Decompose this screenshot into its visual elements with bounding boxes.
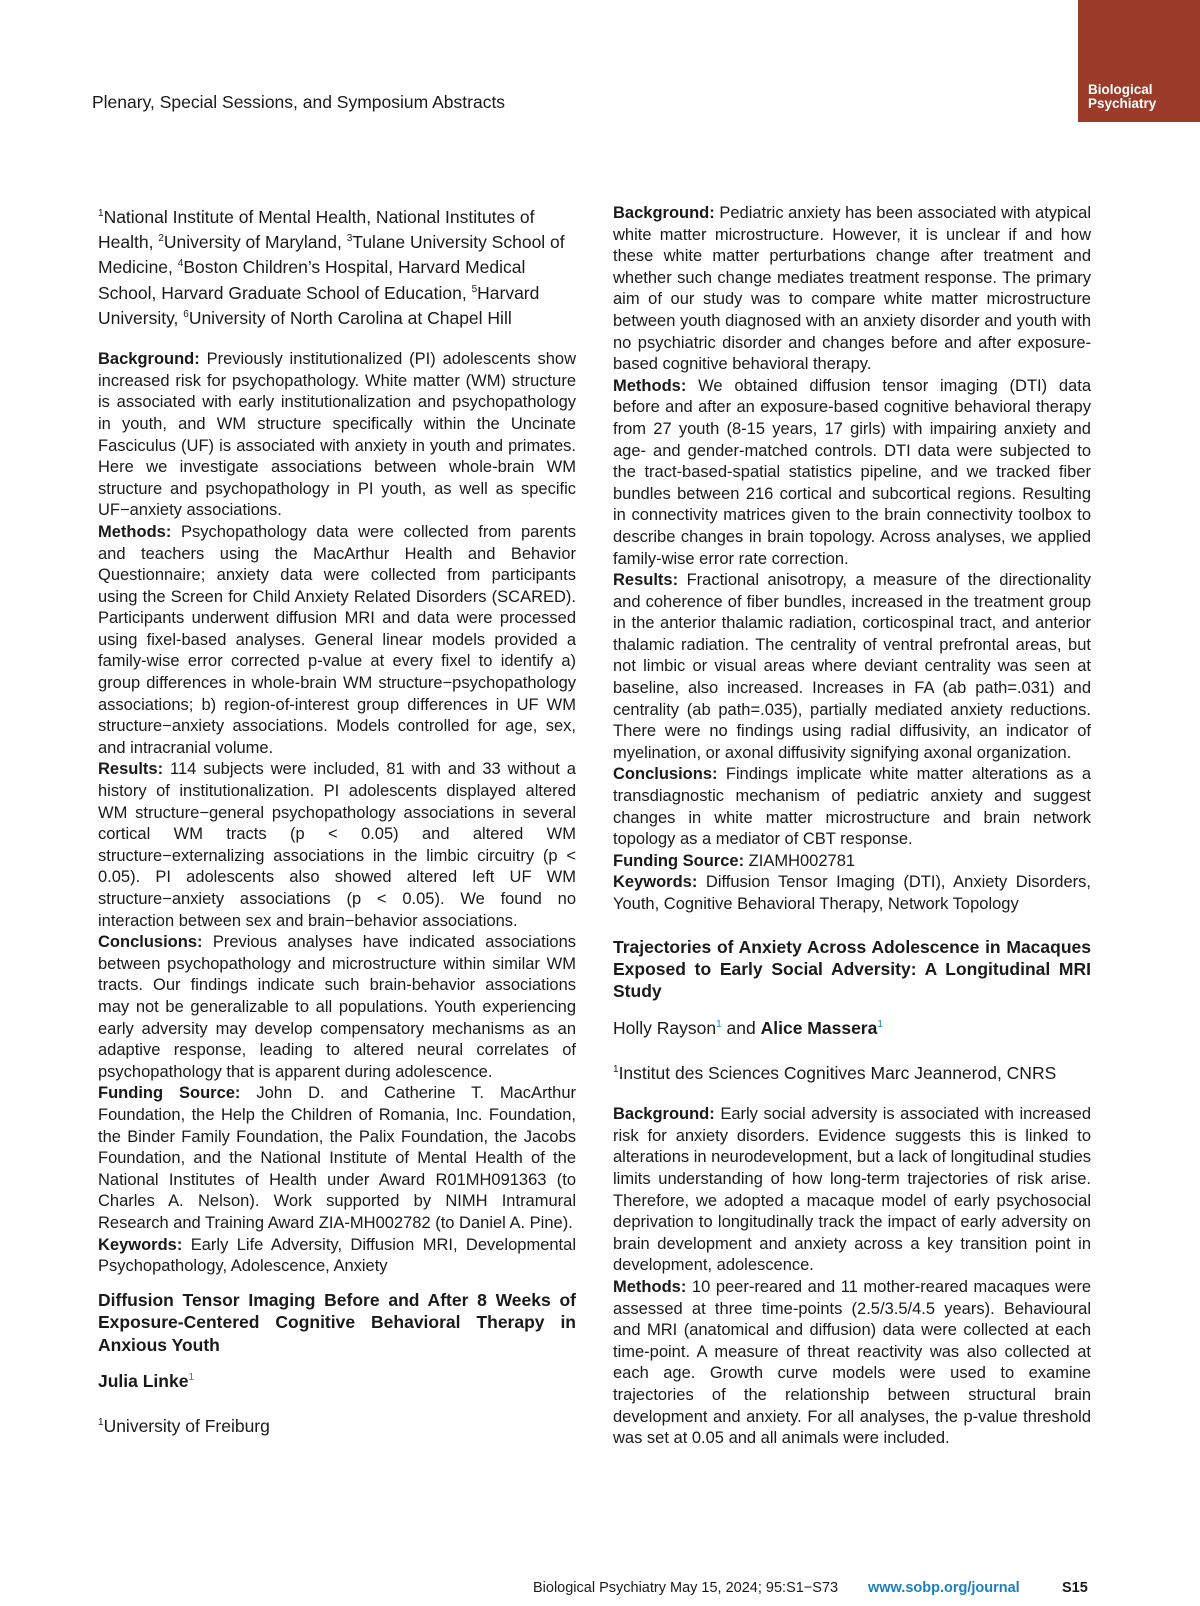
section-label: Keywords: — [613, 873, 698, 892]
abstract-section — [613, 1277, 1091, 1450]
author-line — [613, 1014, 1091, 1039]
affil-text: Tulane University School of Medicine, — [98, 232, 565, 278]
section-label: Conclusions: — [98, 933, 203, 952]
author-name: Alice Massera — [760, 1017, 878, 1038]
author-sup[interactable]: 1 — [188, 1371, 195, 1383]
affil-sup: 4 — [177, 258, 184, 270]
journal-url-link[interactable]: www.sobp.org/journal — [868, 1580, 1020, 1596]
section-text: Psychopathology data were collected from parents and teachers using the MacArthur Health and Behavior Questionnaire; anxiety data were collected from participants using the Screen for Child Anxiety Related Disorders (SCARED). Participants underwent diffusion MRI and data were processed using fixel-based analyses. General linear models provided a family-wise error corrected p-value at every fixel to identify a) group differences in whole-brain WM structure−psychopathology associations; b) region-of-interest group differences in UF WM structure−anxiety associations. Models controlled for age, sex, and intracranial volume. — [98, 522, 577, 757]
section-text: 114 subjects were included, 81 with and 33 without a history of institutionalization. PI adolescents displayed altered WM structure−general psychopathology associations in several cortical WM tracts (p < 0.05) and altered WM structure−externalizing associations in the limbic circuitry (p < 0.05). PI adolescents also showed altered left UF WM structure−anxiety associations (p < 0.05). We found no interaction between sex and brain−behavior associations. — [98, 760, 576, 930]
abstract-section — [98, 1083, 576, 1234]
section-label: Background: — [98, 350, 200, 369]
abstract-section — [98, 349, 576, 522]
affil-sup: 6 — [183, 308, 189, 320]
section-text: Findings implicate white matter alterations as a transdiagnostic mechanism of pediatric anxiety and suggest changes in white matter microstructure and brain network topology as a mediator of CBT response. — [613, 765, 1091, 849]
author-sup[interactable]: 1 — [877, 1018, 883, 1030]
abstract-title: Diffusion Tensor Imaging Before and After 8 Weeks of Exposure-Centered Cognitive Behavioral Therapy in Anxious Youth — [98, 1289, 576, 1355]
affil-sup: 5 — [471, 283, 478, 295]
section-label: Methods: — [613, 1278, 687, 1297]
left-column — [98, 203, 576, 1437]
abstract-section — [613, 203, 1091, 376]
abstract-section — [98, 1235, 576, 1278]
brand-line-1: Biological — [1088, 82, 1153, 97]
section-label: Background: — [613, 1105, 715, 1124]
abstract-section — [613, 764, 1091, 850]
affil-text: Boston Children’s Hospital, Harvard Medical School, Harvard Graduate School of Education, — [98, 257, 526, 303]
footer-citation: Biological Psychiatry May 15, 2024; 95:S1−S73 — [533, 1580, 839, 1596]
section-label: Results: — [98, 760, 164, 779]
affil-sup: 1 — [613, 1064, 619, 1076]
author-sup[interactable]: 1 — [716, 1018, 722, 1030]
section-text: Fractional anisotropy, a measure of the directionality and coherence of fiber bundles, increased in the treatment group in the anterior thalamic radiation, corticospinal tract, and anterior thalamic radiation. The centrality of ventral prefrontal areas, but not limbic or visual areas where deviant centrality was seen at baseline, also increased. Increases in FA (ab path=.031) and centrality (ab path=.035), partially mediated anxiety reductions. There were no findings using radial diffusivity, an indicator of myelination, or axonal diffusivity signifying axonal organization. — [613, 571, 1091, 762]
affil-text: National Institute of Mental Health, National Institutes of Health, — [98, 206, 535, 253]
section-text: We obtained diffusion tensor imaging (DTI) data before and after an exposure-based cognitive behavioral therapy from 27 youth (8-15 years, 17 girls) with impairing anxiety and age- and gender-matched controls. DTI data were subjected to the tract-based-spatial statistics pipeline, and we tracked fiber bundles between 216 cortical and subcortical regions. Resulting in connectivity matrices given to the brain connectivity toolbox to describe changes in brain topology. Across analyses, we applied family-wise error rate correction. — [613, 376, 1091, 568]
abstract-title: Trajectories of Anxiety Across Adolescence in Macaques Exposed to Early Social Adversity: A Longitudinal MRI Study — [613, 936, 1091, 1002]
abstract-section — [613, 1104, 1091, 1277]
affil-sup: 2 — [158, 233, 164, 245]
affil-text: Harvard University, — [98, 282, 540, 328]
section-label: Results: — [613, 571, 679, 590]
author-name: Julia Linke — [98, 1370, 189, 1391]
affil-text: University of Maryland, — [163, 232, 347, 253]
section-label: Keywords: — [98, 1235, 183, 1254]
affil-text: University of North Carolina at Chapel Hill — [188, 307, 512, 328]
brand-line-2: Psychiatry — [1088, 96, 1157, 111]
section-label: Funding Source: — [98, 1084, 241, 1103]
section-text: Previous analyses have indicated associations between psychopathology and microstructure within similar WM tracts. Our findings indicate such brain-behavior associations may not be generalizable to all populations. Youth experiencing early adversity may develop compensatory mechanisms as an adaptive response, leading to altered neural correlates of psychopathology that is apparent during adolescence. — [98, 933, 576, 1081]
section-text: ZIAMH002781 — [748, 851, 856, 870]
affil-sup: 3 — [346, 233, 353, 245]
affil-sup: 1 — [98, 208, 104, 219]
abstract-section — [98, 759, 576, 932]
section-text: 10 peer-reared and 11 mother-reared macaques were assessed at three time-points (2.5/3.5/4.5 years). Behavioural and MRI (anatomical and diffusion) data were collected at each time-point. A measure of threat reactivity was also collected at each age. Growth curve models were used to examine trajectories of the relationship between structural brain development and anxiety. For all analyses, the p-value threshold was set at 0.05 and all animals were included. — [613, 1278, 1091, 1448]
section-text: John D. and Catherine T. MacArthur Foundation, the Help the Children of Romania, Inc. Foundation, the Binder Family Foundation, the Palix Foundation, the Jacobs Foundation, and the National Institute of Mental Health of the National Institutes of Health under Award R01MH091363 (to Charles A. Nelson). Work supported by NIMH Intramural Research and Training Award ZIA-MH002782 (to Daniel A. Pine). — [98, 1084, 576, 1232]
abstract-section — [613, 851, 1091, 873]
page-number: S15 — [1062, 1580, 1088, 1596]
section-text: Diffusion Tensor Imaging (DTI), Anxiety Disorders, Youth, Cognitive Behavioral Therapy, Network Topology — [613, 873, 1091, 913]
journal-brand-tab[interactable] — [1078, 0, 1200, 122]
section-text: Pediatric anxiety has been associated with atypical white matter microstructure. However, it is unclear if and how these white matter perturbations change after treatment and whether such change mediates treatment response. The primary aim of our study was to compare white matter microstructure between youth diagnosed with an anxiety disorder and youth with no psychiatric disorder and changes before and after exposure-based cognitive behavioral therapy. — [613, 204, 1091, 374]
section-label: Methods: — [613, 376, 687, 395]
author-name: Holly Rayson — [613, 1017, 717, 1038]
affil-text: Institut des Sciences Cognitives Marc Jeannerod, CNRS — [618, 1062, 1057, 1083]
affiliation — [613, 1059, 1091, 1084]
right-column — [613, 203, 1091, 1450]
abstract-section — [613, 872, 1091, 915]
author-conjunction: and — [721, 1017, 761, 1038]
section-label: Funding Source: — [613, 851, 745, 870]
affiliation — [98, 1412, 576, 1437]
affiliations — [98, 203, 576, 329]
section-label: Background: — [613, 204, 715, 222]
abstract-section — [98, 522, 576, 760]
section-text: Previously institutionalized (PI) adolescents show increased risk for psychopathology. White matter (WM) structure is associated with early institutionalization and psychopathology in youth, and WM structure specifically within the Uncinate Fasciculus (UF) is associated with anxiety in youth and primates. Here we investigate associations between whole-brain WM structure and psychopathology in PI youth, as well as specific UF−anxiety associations. — [98, 350, 576, 520]
affil-text: University of Freiburg — [103, 1415, 270, 1436]
author-line — [98, 1367, 576, 1392]
section-label: Conclusions: — [613, 765, 718, 784]
abstract-section — [613, 570, 1091, 764]
section-text: Early Life Adversity, Diffusion MRI, Developmental Psychopathology, Adolescence, Anxiety — [98, 1235, 576, 1276]
running-head: Plenary, Special Sessions, and Symposium Abstracts — [92, 92, 506, 112]
abstract-section — [613, 376, 1091, 570]
section-text: Early social adversity is associated with increased risk for anxiety disorders. Evidence suggests this is linked to alterations in neurodevelopment, but a lack of longitudinal studies limits understanding of how long-term trajectories of risk arise. Therefore, we adopted a macaque model of early psychosocial deprivation to longitudinally track the impact of early adversity on brain development and anxiety across a key transition point in development, adolescence. — [613, 1105, 1091, 1275]
section-label: Methods: — [98, 522, 172, 541]
affil-sup: 1 — [98, 1417, 104, 1429]
abstract-section — [98, 932, 576, 1083]
